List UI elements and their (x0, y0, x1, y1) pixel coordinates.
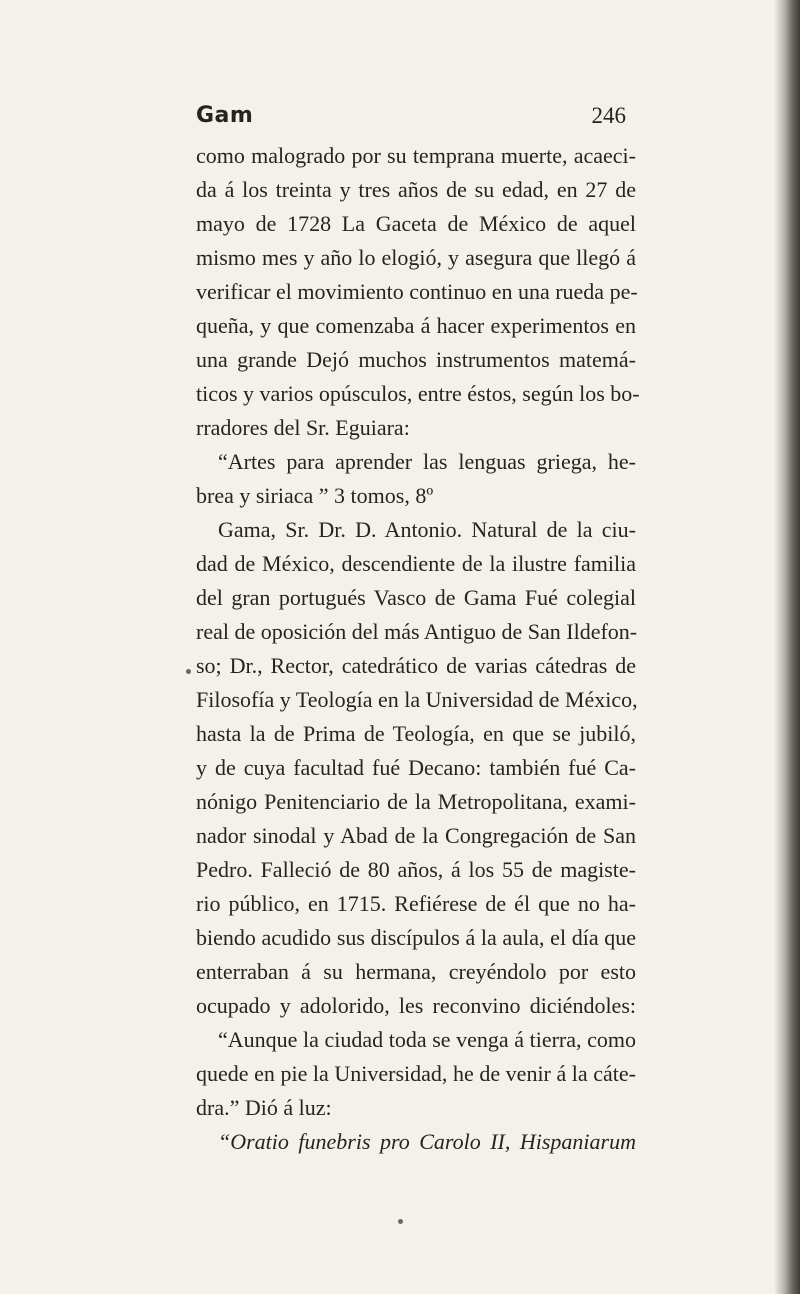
text-line: dra.” Dió á luz: (196, 1095, 332, 1120)
margin-mark (186, 669, 191, 674)
text-line: enterraban á su hermana, creyéndolo por esto (196, 959, 636, 984)
title-line: “Oratio funebris pro Carolo II, Hispaniarum (218, 1129, 636, 1154)
text-line: mismo mes y año lo elogió, y asegura que llegó á (196, 245, 636, 270)
text-line: Filosofía y Teología en la Universidad de México, (196, 687, 638, 712)
text-line: mayo de 1728 La Gaceta de México de aquel (196, 211, 636, 236)
text-line: rio público, en 1715. Refiérese de él que no ha- (196, 891, 636, 916)
text-line: dad de México, descendiente de la ilustre familia (196, 551, 636, 576)
text-line: biendo acudido sus discípulos á la aula, el día que (196, 925, 636, 950)
page-number: 246 (591, 103, 626, 128)
text-line: queña, y que comenzaba á hacer experimentos en (196, 313, 636, 338)
entry-heading-line: Gama, Sr. Dr. D. Antonio. Natural de la ciu- (218, 517, 636, 542)
text-line: una grande Dejó muchos instrumentos matemá- (196, 347, 636, 372)
text-line: da á los treinta y tres años de su edad, en 27 de (196, 177, 636, 202)
text-line: Pedro. Falleció de 80 años, á los 55 de magiste- (196, 857, 636, 882)
text-line: ticos y varios opúsculos, entre éstos, según los bo- (196, 381, 640, 406)
text-line: nónigo Penitenciario de la Metropolitana, exami- (196, 789, 636, 814)
text-line: real de oposición del más Antiguo de San Ildefon- (196, 619, 638, 644)
text-line: so; Dr., Rector, catedrático de varias cátedras de (196, 653, 636, 678)
page-header (196, 96, 626, 136)
text-line: nador sinodal y Abad de la Congregación de San (196, 823, 636, 848)
text-line: verificar el movimiento continuo en una rueda pe- (196, 279, 638, 304)
text-line: ocupado y adolorido, les reconvino diciéndoles: (196, 993, 636, 1018)
running-head: Gam (196, 103, 254, 128)
text-line: y de cuya facultad fué Decano: también fué Ca- (196, 755, 636, 780)
text-line: “Aunque la ciudad toda se venga á tierra, como (218, 1027, 636, 1052)
body-text (196, 139, 640, 1159)
margin-mark (398, 1219, 403, 1224)
text-line: quede en pie la Universidad, he de venir á la cáte- (196, 1061, 636, 1086)
text-line: “Artes para aprender las lenguas griega, he- (218, 449, 636, 474)
text-line: del gran portugués Vasco de Gama Fué colegial (196, 585, 636, 610)
text-line: como malogrado por su temprana muerte, acaeci- (196, 143, 636, 168)
text-line: brea y siriaca ” 3 tomos, 8º (196, 483, 434, 508)
page-edge-shadow (774, 0, 800, 1294)
text-line: rradores del Sr. Eguiara: (196, 415, 410, 440)
text-line: hasta la de Prima de Teología, en que se jubiló, (196, 721, 636, 746)
